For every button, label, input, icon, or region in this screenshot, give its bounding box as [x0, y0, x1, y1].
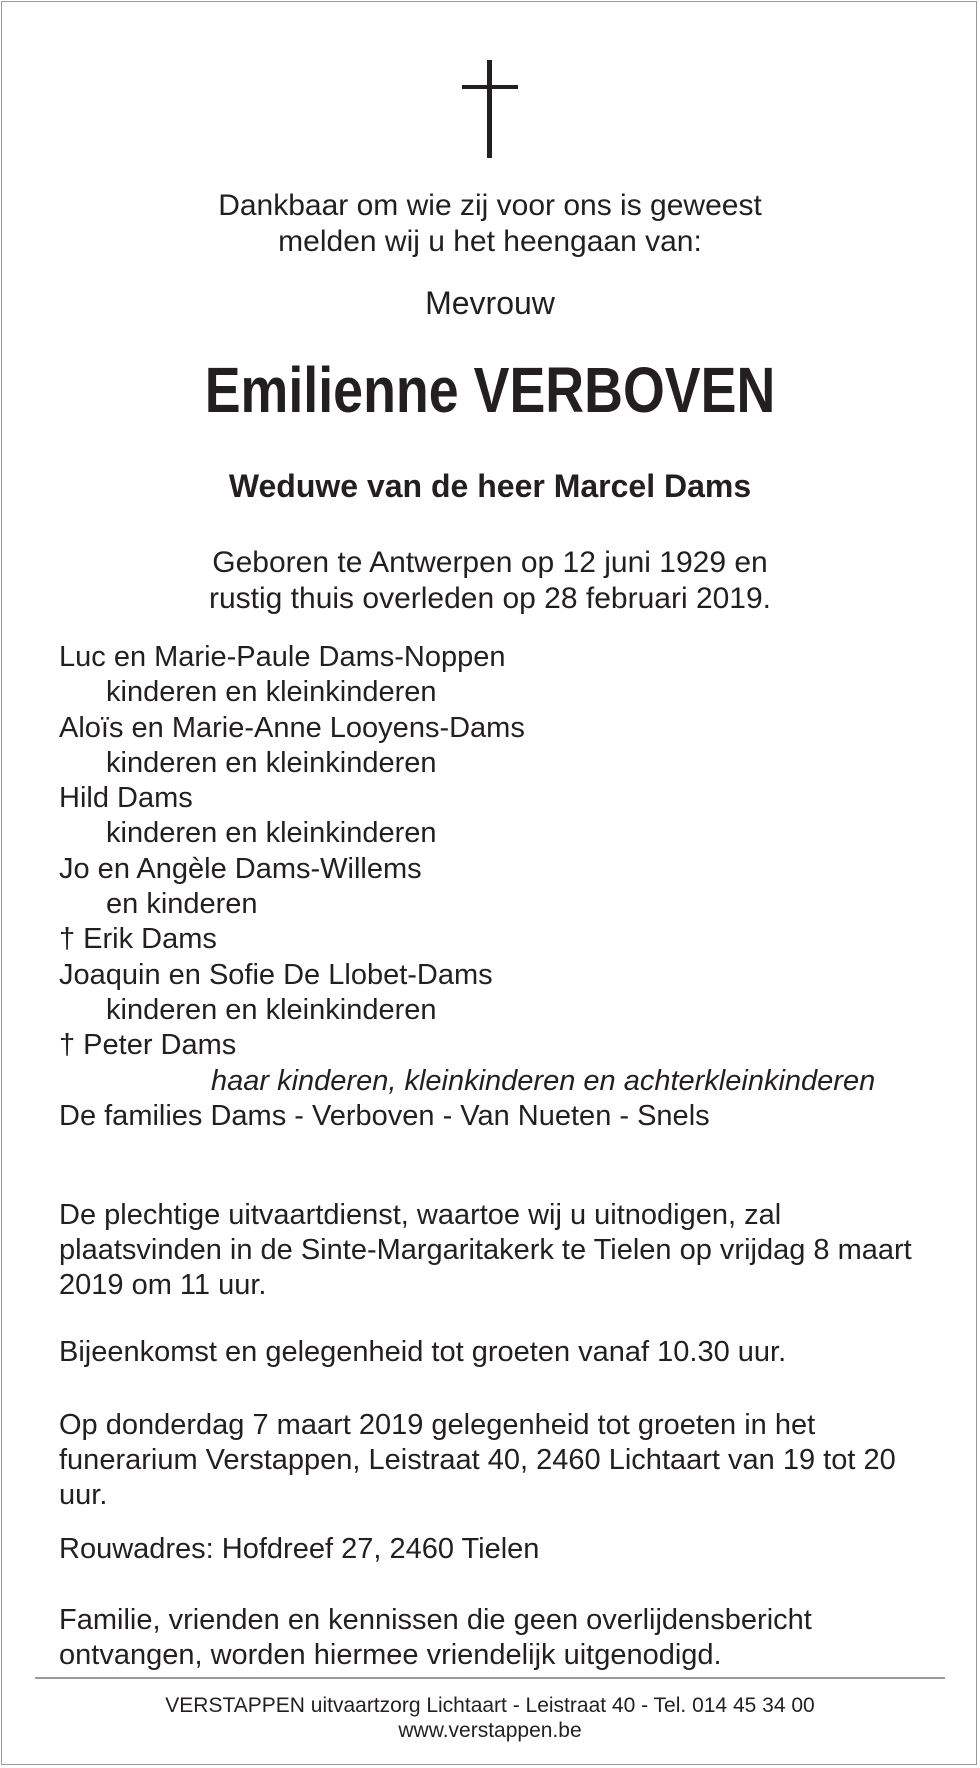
family-line: kinderen en kleinkinderen: [106, 817, 437, 850]
widow-of: Weduwe van de heer Marcel Dams: [228, 468, 752, 504]
family-line: De families Dams - Verboven - Van Nueten - Snels: [59, 1099, 710, 1132]
intro-text: [0, 188, 980, 260]
family-line: en kinderen: [106, 888, 258, 921]
family-line: † Peter Dams: [59, 1029, 237, 1062]
born-line-2: rustig thuis overleden op 28 februari 2019.: [208, 582, 772, 615]
funeral-service-text: De plechtige uitvaartdienst, waartoe wij u uitnodigen, zal plaatsvinden in de Sinte-Margaritakerk te Tielen op vrijdag 8 maart 2019 om 11 uur.: [59, 1199, 912, 1301]
invitation-text: Familie, vrienden en kennissen die geen overlijdensbericht ontvangen, worden hiermee vriendelijk uitgenodigd.: [59, 1604, 812, 1671]
funeral-home-info: VERSTAPPEN uitvaartzorg Lichtaart - Leistraat 40 - Tel. 014 45 34 00: [165, 1694, 815, 1717]
family-line: Aloïs en Marie-Anne Looyens-Dams: [59, 711, 525, 744]
visitation-text: Op donderdag 7 maart 2019 gelegenheid tot groeten in het funerarium Verstappen, Leistraat 40, 2460 Lichtaart van 19 tot 20 uur.: [59, 1409, 896, 1511]
birth-death-info: [0, 545, 980, 617]
family-line: Hild Dams: [59, 782, 193, 815]
intro-line-1: Dankbaar om wie zij voor ons is geweest: [218, 189, 762, 222]
funeral-home-website: www.verstappen.be: [398, 1719, 582, 1742]
family-line: kinderen en kleinkinderen: [106, 746, 437, 779]
family-line: Joaquin en Sofie De Llobet-Dams: [59, 958, 493, 991]
family-line: haar kinderen, kleinkinderen en achterkleinkinderen: [211, 1064, 876, 1097]
cross-icon: [460, 60, 520, 158]
family-line: † Erik Dams: [59, 923, 217, 956]
family-line: kinderen en kleinkinderen: [106, 676, 437, 709]
family-line: Luc en Marie-Paule Dams-Noppen: [59, 641, 506, 673]
deceased-name: Emilienne VERBOVEN: [204, 354, 776, 426]
gathering-text: Bijeenkomst en gelegenheid tot groeten vanaf 10.30 uur.: [59, 1336, 787, 1368]
intro-line-2: melden wij u het heengaan van:: [278, 225, 702, 258]
family-line: kinderen en kleinkinderen: [106, 993, 437, 1026]
family-list: [59, 640, 939, 1134]
family-line: Jo en Angèle Dams-Willems: [59, 852, 422, 885]
footer-divider: [35, 1677, 945, 1679]
born-line-1: Geboren te Antwerpen op 12 juni 1929 en: [212, 546, 768, 579]
mourning-address: Rouwadres: Hofdreef 27, 2460 Tielen: [59, 1533, 540, 1565]
salutation: Mevrouw: [425, 285, 555, 321]
